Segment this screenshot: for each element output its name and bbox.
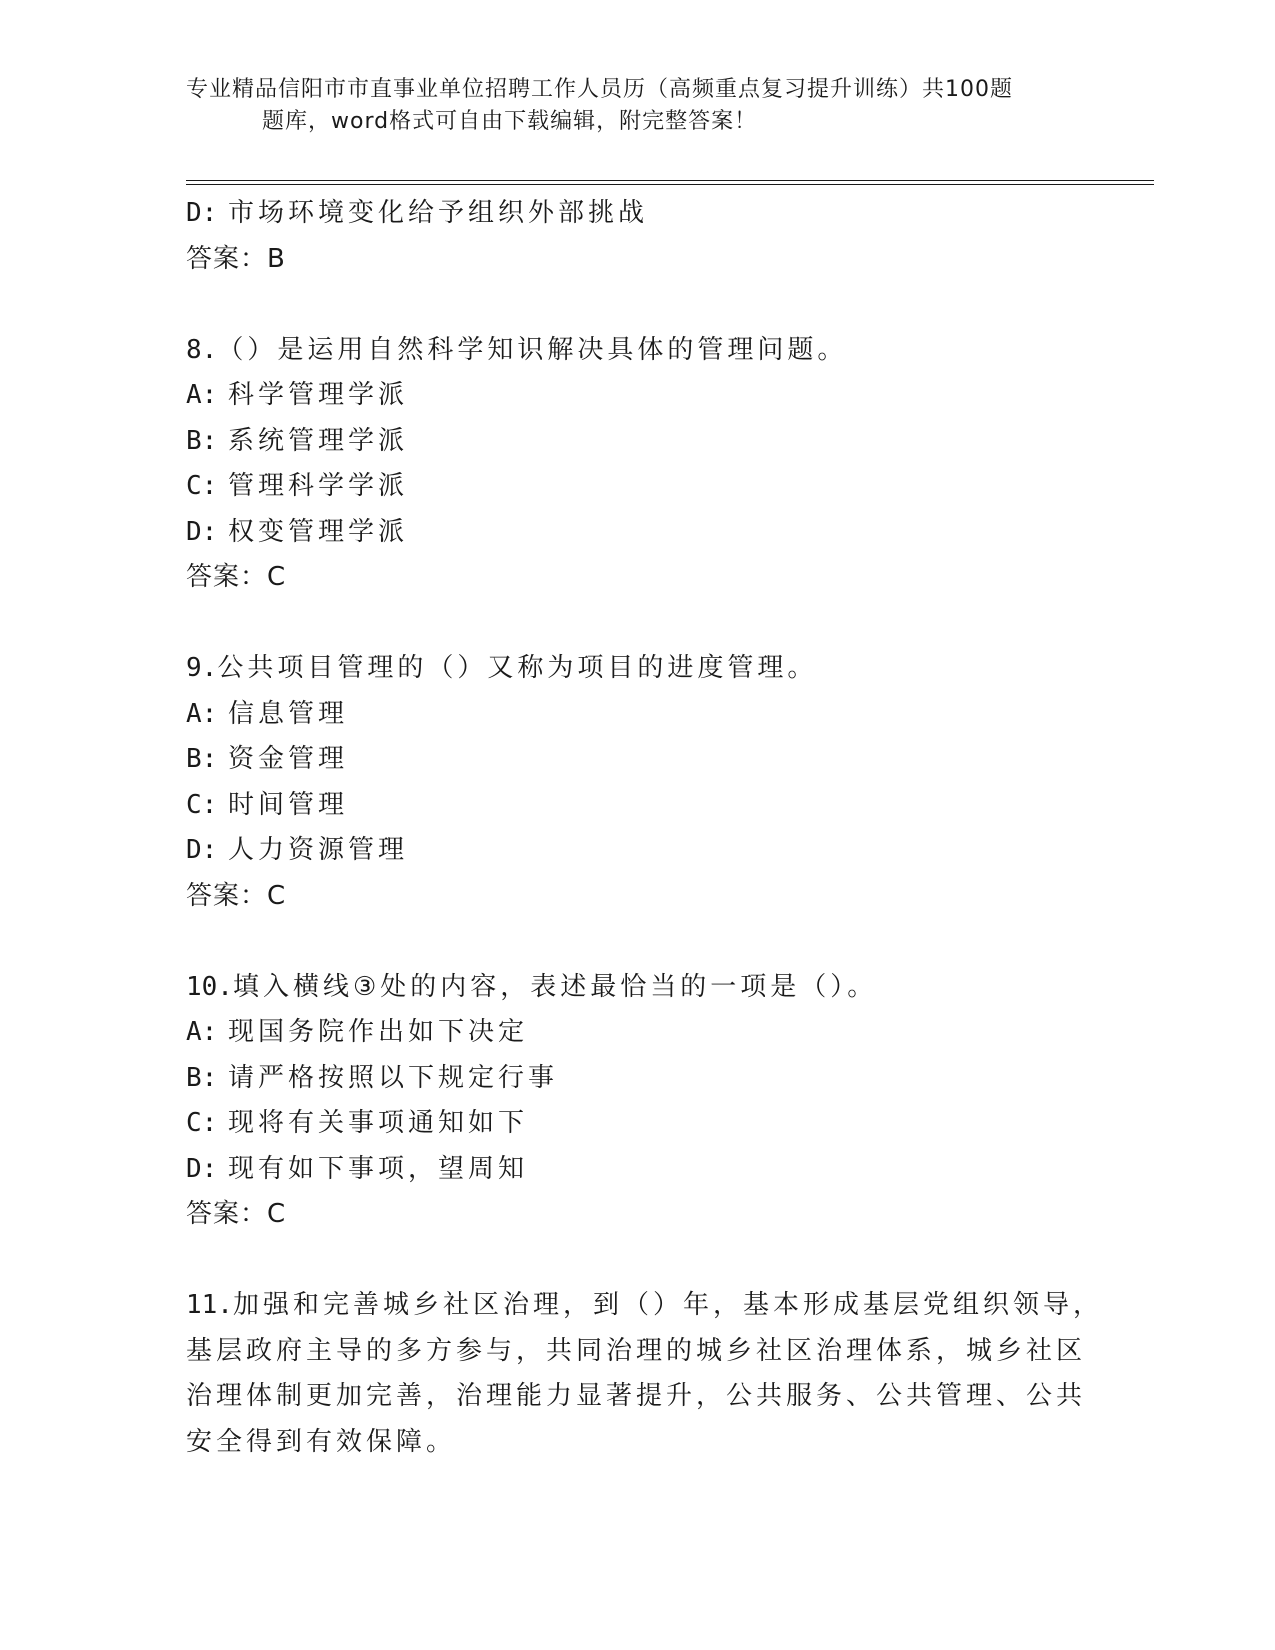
header-title-line-2: 题库，word格式可自由下载编辑，附完整答案！ [262, 109, 758, 134]
option-letter: C: [186, 1108, 218, 1138]
question-text-line-4: 安全得到有效保障。 [186, 1426, 457, 1457]
question-text: 公共项目管理的（）又称为项目的进度管理。 [217, 653, 818, 683]
option-text: 资金管理 [228, 744, 349, 774]
header-divider-top [186, 180, 1154, 181]
question-list [186, 191, 1103, 1465]
option-text: 市场环境变化给予组织外部挑战 [228, 198, 649, 228]
question-text-line-1: 加强和完善城乡社区治理，到（）年，基本形成基层党组织领导， [232, 1290, 1103, 1320]
answer-line: 答案：C [186, 562, 287, 592]
option-b [186, 419, 1066, 465]
option-letter: C: [186, 789, 218, 820]
spacer [186, 919, 1066, 965]
header-divider-bottom [186, 184, 1154, 185]
option-text: 现将有关事项通知如下 [228, 1108, 529, 1138]
option-text: 时间管理 [228, 789, 349, 820]
option-b [186, 1056, 1066, 1102]
option-letter: B: [186, 1062, 218, 1093]
question-stem [186, 1283, 1103, 1329]
question-number: 9. [186, 653, 218, 683]
question-number: 11. [186, 1290, 233, 1320]
option-letter: D: [186, 835, 218, 865]
option-letter: C: [186, 471, 218, 501]
question-text: 填入横线③处的内容，表述最恰当的一项是（）。 [232, 971, 878, 1002]
header-title-line-1: 专业精品信阳市市直事业单位招聘工作人员历（高频重点复习提升训练）共100题 [186, 77, 1013, 102]
spacer [186, 1238, 1066, 1284]
option-text: 人力资源管理 [228, 835, 409, 865]
question-text-line-2: 基层政府主导的多方参与，共同治理的城乡社区治理体系，城乡社区 [186, 1335, 1087, 1366]
option-d [186, 1147, 1066, 1193]
question-number: 8. [186, 334, 218, 365]
spacer [186, 601, 1066, 647]
option-letter: B: [186, 744, 218, 774]
answer-line: 答案：B [186, 243, 286, 274]
option-text: 请严格按照以下规定行事 [228, 1062, 559, 1093]
answer-line: 答案：C [186, 1199, 287, 1229]
option-a [186, 1010, 1066, 1056]
option-letter: A: [186, 698, 218, 729]
question-stem [186, 328, 1066, 374]
option-letter: D: [186, 198, 218, 228]
document-header [186, 74, 1086, 138]
question-text: （）是运用自然科学知识解决具体的管理问题。 [217, 334, 848, 365]
question-number: 10. [186, 971, 233, 1002]
spacer [186, 282, 1066, 328]
option-c [186, 783, 1066, 829]
question-stem [186, 646, 1066, 692]
option-a [186, 373, 1066, 419]
option-letter: D: [186, 1153, 218, 1184]
option-text: 现国务院作出如下决定 [228, 1017, 529, 1047]
question-stem [186, 965, 1066, 1011]
answer-line: 答案：C [186, 880, 287, 911]
option-text: 现有如下事项，望周知 [228, 1153, 529, 1184]
option-b [186, 737, 1066, 783]
option-text: 科学管理学派 [228, 380, 409, 410]
option-letter: D: [186, 516, 218, 547]
option-c [186, 1101, 1066, 1147]
option-text: 信息管理 [228, 698, 349, 729]
option-d [186, 828, 1066, 874]
option-c [186, 464, 1066, 510]
option-letter: B: [186, 425, 218, 456]
question-text-line-3: 治理体制更加完善，治理能力显著提升，公共服务、公共管理、公共 [186, 1381, 1087, 1411]
option-a [186, 692, 1066, 738]
option-text: 管理科学学派 [228, 471, 409, 501]
option-letter: A: [186, 380, 218, 410]
option-d [186, 510, 1066, 556]
option-text: 系统管理学派 [228, 425, 409, 456]
option-d [186, 191, 1066, 237]
option-letter: A: [186, 1017, 218, 1047]
option-text: 权变管理学派 [228, 516, 409, 547]
